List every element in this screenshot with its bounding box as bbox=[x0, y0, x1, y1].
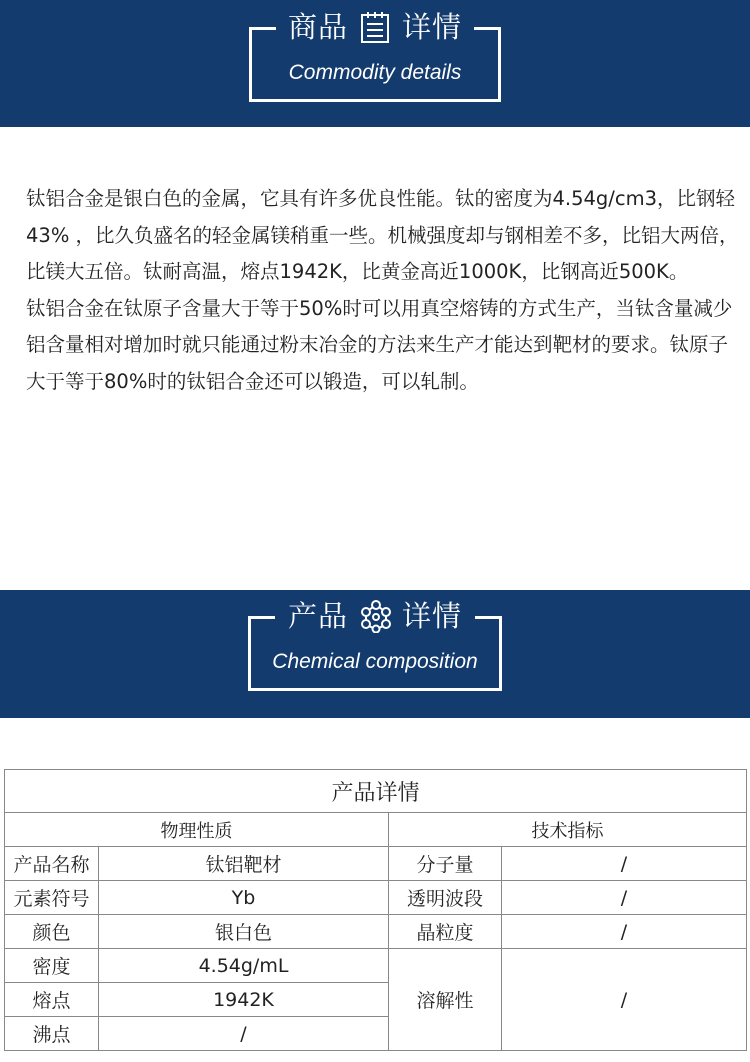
row-value: 钛铝靶材 bbox=[99, 847, 389, 881]
tech-value: / bbox=[502, 881, 747, 915]
table-title: 产品详情 bbox=[5, 770, 747, 813]
molecule-icon bbox=[358, 599, 392, 633]
product-spec-table bbox=[4, 769, 747, 1051]
technical-specs-header: 技术指标 bbox=[389, 813, 747, 847]
notepad-icon bbox=[358, 10, 392, 44]
row-label: 密度 bbox=[5, 949, 99, 983]
table-row bbox=[5, 915, 747, 949]
banner-title-left: 产品 bbox=[287, 599, 348, 633]
physical-properties-header: 物理性质 bbox=[5, 813, 389, 847]
banner-frame bbox=[248, 599, 502, 691]
description-paragraph: 钛铝合金是银白色的金属，它具有许多优良性能。钛的密度为4.54g/cm3，比钢轻43% ，比久负盛名的轻金属镁稍重一些。机械强度却与钢相差不多，比铝大两倍，比镁大五倍。钛耐高温，熔点1942K，比黄金高近1000K，比钢高近500K。 bbox=[26, 187, 739, 283]
banner-title-right: 详情 bbox=[402, 599, 463, 633]
tech-value: / bbox=[502, 847, 747, 881]
description-paragraph: 钛铝合金在钛原子含量大于等于50%时可以用真空熔铸的方式生产，当钛含量减少铝含量相对增加时就只能通过粉末冶金的方法来生产才能达到靶材的要求。钛原子大于等于80%时的钛铝合金还可以锻造，可以轧制。 bbox=[26, 296, 733, 393]
chemical-composition-banner bbox=[0, 590, 750, 718]
banner-title bbox=[251, 598, 499, 634]
row-label: 元素符号 bbox=[5, 881, 99, 915]
banner-title-right: 详情 bbox=[402, 10, 463, 44]
table-row bbox=[5, 949, 747, 983]
row-label: 沸点 bbox=[5, 1017, 99, 1051]
tech-label: 晶粒度 bbox=[389, 915, 502, 949]
banner-subtitle: Chemical composition bbox=[272, 650, 478, 673]
tech-value: / bbox=[502, 949, 747, 1051]
row-label: 熔点 bbox=[5, 983, 99, 1017]
tech-label: 分子量 bbox=[389, 847, 502, 881]
row-value: Yb bbox=[99, 881, 389, 915]
table-row bbox=[5, 881, 747, 915]
product-description bbox=[26, 181, 744, 400]
banner-title-left: 商品 bbox=[287, 10, 348, 44]
row-value: / bbox=[99, 1017, 389, 1051]
row-label: 产品名称 bbox=[5, 847, 99, 881]
row-label: 颜色 bbox=[5, 915, 99, 949]
row-value: 1942K bbox=[99, 983, 389, 1017]
row-value: 银白色 bbox=[99, 915, 389, 949]
table-row bbox=[5, 847, 747, 881]
tech-value: / bbox=[502, 915, 747, 949]
banner-frame bbox=[249, 10, 501, 102]
banner-title bbox=[252, 9, 498, 45]
tech-label: 溶解性 bbox=[389, 949, 502, 1051]
row-value: 4.54g/mL bbox=[99, 949, 389, 983]
commodity-details-banner bbox=[0, 0, 750, 127]
banner-subtitle: Commodity details bbox=[288, 61, 462, 84]
tech-label: 透明波段 bbox=[389, 881, 502, 915]
